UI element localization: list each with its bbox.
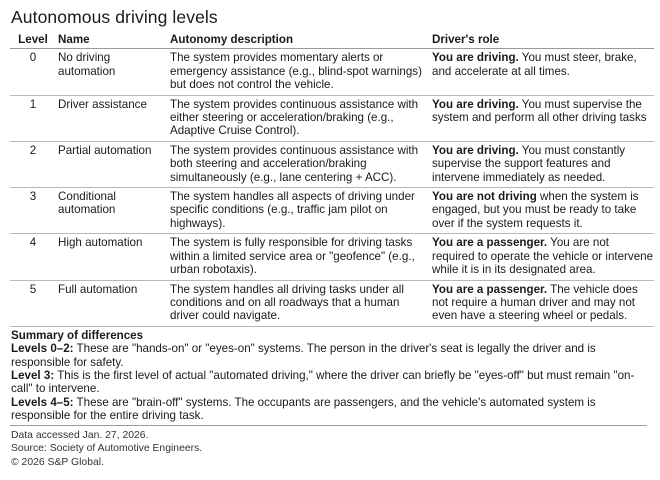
cell-description: The system provides momentary alerts or emergency assistance (e.g., blind-spot warnings) but does not control the vehicle. <box>170 49 432 95</box>
summary-item <box>11 396 647 423</box>
column-header-role: Driver's role <box>432 32 654 49</box>
cell-description: The system provides continuous assistance with either steering or acceleration/braking (e.g., Adaptive Cruise Control). <box>170 95 432 141</box>
footnotes <box>10 426 652 470</box>
cell-description: The system handles all aspects of driving under specific conditions (e.g., traffic jam pilot on highways). <box>170 188 432 234</box>
cell-level: 5 <box>10 280 56 326</box>
source-note: Source: Society of Automotive Engineers. <box>11 443 203 455</box>
column-header-level: Level <box>10 32 56 49</box>
summary-item-text: These are "brain-off" systems. The occupants are passengers, and the vehicle's automated system is responsible for the entire driving task. <box>11 395 596 423</box>
summary-title: Summary of differences <box>11 328 144 342</box>
table-row <box>10 188 654 234</box>
table-row <box>10 280 654 326</box>
copyright-note: © 2026 S&P Global. <box>11 456 104 468</box>
role-emphasis: You are a passenger. <box>432 236 548 250</box>
cell-role <box>432 95 654 141</box>
cell-level: 3 <box>10 188 56 234</box>
role-text: You are not required to operate the vehicle or intervene while it is in its designated area. <box>432 236 654 277</box>
role-emphasis: You are not driving <box>432 190 537 204</box>
cell-role <box>432 280 654 326</box>
role-text: You must steer, brake, and accelerate at all times. <box>432 51 637 78</box>
table-header-row <box>10 32 654 49</box>
role-text: You must supervise the system and perform all other driving tasks <box>432 97 647 125</box>
cell-role <box>432 234 654 280</box>
cell-role <box>432 49 654 95</box>
role-text: The vehicle does not require a human driver and may not even have a steering wheel or pedals. <box>432 282 638 323</box>
cell-description: The system provides continuous assistance with both steering and acceleration/braking simultaneously (e.g., lane centering + ACC). <box>170 141 432 187</box>
table-row <box>10 141 654 187</box>
cell-name: No driving automation <box>56 49 170 95</box>
summary-item-label: Levels 4–5: <box>11 395 74 409</box>
page-title: Autonomous driving levels <box>11 7 218 27</box>
column-header-name: Name <box>56 32 170 49</box>
role-emphasis: You are driving. <box>432 97 519 111</box>
summary-item-label: Level 3: <box>11 368 55 382</box>
summary-item-text: These are "hands-on" or "eyes-on" systems. The person in the driver's seat is legally the driver and is responsible for safety. <box>11 342 596 369</box>
cell-name: Full automation <box>56 280 170 326</box>
cell-level: 1 <box>10 95 56 141</box>
role-text: You must constantly supervise the support features and intervene immediately as needed. <box>432 143 626 184</box>
cell-description: The system is fully responsible for driving tasks within a limited service area or "geofence" (e.g., urban robotaxis). <box>170 234 432 280</box>
cell-name: Partial automation <box>56 141 170 187</box>
cell-name: Driver assistance <box>56 95 170 141</box>
table-row <box>10 49 654 95</box>
cell-name: Conditional automation <box>56 188 170 234</box>
table-row <box>10 95 654 141</box>
table-row <box>10 234 654 280</box>
summary-item <box>11 369 647 396</box>
role-text: when the system is engaged, but you must be ready to take over if the system requests it. <box>432 190 639 230</box>
role-emphasis: You are a passenger. <box>432 282 548 296</box>
summary-section <box>10 327 647 426</box>
cell-name: High automation <box>56 234 170 280</box>
column-header-description: Autonomy description <box>170 32 432 49</box>
role-emphasis: You are driving. <box>432 51 519 65</box>
summary-item <box>11 342 647 369</box>
cell-level: 0 <box>10 49 56 95</box>
cell-level: 2 <box>10 141 56 187</box>
cell-role <box>432 188 654 234</box>
summary-item-text: This is the first level of actual "automated driving," where the driver can briefly be "eyes-off" but must remain "on-call" to intervene. <box>11 368 635 396</box>
summary-item-label: Levels 0–2: <box>11 342 74 356</box>
cell-level: 4 <box>10 234 56 280</box>
levels-table <box>10 32 654 327</box>
cell-description: The system handles all driving tasks under all conditions and on all roadways that a human driver could navigate. <box>170 280 432 326</box>
cell-role <box>432 141 654 187</box>
data-accessed-note: Data accessed Jan. 27, 2026. <box>11 429 149 441</box>
role-emphasis: You are driving. <box>432 143 519 157</box>
